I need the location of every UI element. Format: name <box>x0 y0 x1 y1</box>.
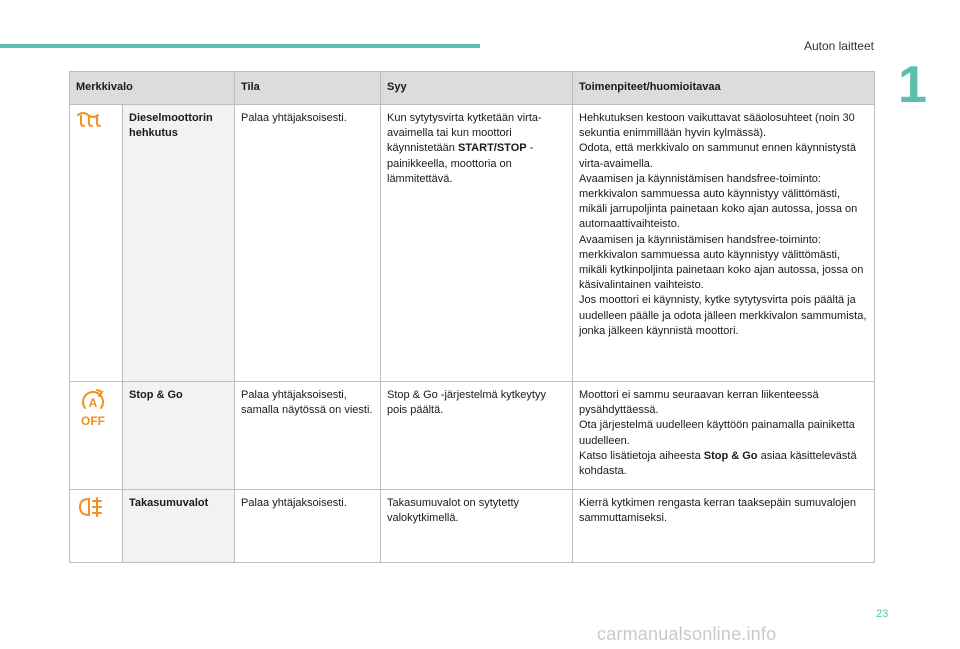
header-toimenpiteet: Toimenpiteet/huomioitavaa <box>573 72 875 105</box>
action-line: Avaamisen ja käynnistämisen handsfree-toiminto: merkkivalon sammuessa auto käynnistyy välittömästi, mikäli kytkinpoljinta painetaan koko ajan autossa, jossa on käsivalintainen vaihteisto. <box>579 233 864 292</box>
glow-plug-icon <box>76 111 102 129</box>
indicator-table <box>69 71 875 563</box>
status-cell: Palaa yhtäjaksoisesti. <box>235 105 381 382</box>
action-line: Moottori ei sammu seuraavan kerran liikenteessä pysähdyttäessä. <box>579 389 819 417</box>
watermark: carmanualsonline.info <box>597 624 777 644</box>
icon-cell <box>70 382 123 490</box>
rear-fog-light-icon <box>76 496 106 518</box>
stop-and-go-off-icon <box>76 388 110 428</box>
action-cell <box>573 382 875 490</box>
page-number: 23 <box>876 608 889 620</box>
cause-cell: Stop & Go -järjestelmä kytkeytyy pois päältä. <box>381 382 573 490</box>
action-line: Odota, että merkkivalo on sammunut ennen käynnistystä virta-avaimella. <box>579 142 856 170</box>
cause-cell: Takasumuvalot on sytytetty valokytkimellä. <box>381 490 573 563</box>
action-line: Kierrä kytkimen rengasta kerran taaksepäin sumuvalojen sammuttamiseksi. <box>579 497 856 525</box>
indicator-name: Takasumuvalot <box>123 490 235 563</box>
indicator-name: Dieselmoottorin hehkutus <box>123 105 235 382</box>
action-cell <box>573 105 875 382</box>
action-line: Hehkutuksen kestoon vaikuttavat sääolosuhteet (noin 30 sekuntia enimmillään hyvin kylmässä). <box>579 112 855 140</box>
cause-text: -painikkeella, moottoria on lämmitettävä. <box>387 142 534 185</box>
action-cell <box>573 490 875 563</box>
table-row <box>70 490 875 563</box>
action-line: Ota järjestelmä uudelleen käyttöön painamalla painiketta uudelleen. <box>579 419 855 447</box>
start-stop-label: START/STOP <box>457 142 527 155</box>
action-line: Avaamisen ja käynnistämisen handsfree-toiminto: merkkivalon sammuessa auto käynnistyy välittömästi, mikäli jarrupoljinta painetaan koko ajan autossa, jossa on automaattivaihteisto. <box>579 172 858 231</box>
stop-go-label: Stop & Go <box>703 449 758 462</box>
table-row <box>70 382 875 490</box>
indicator-name: Stop & Go <box>123 382 235 490</box>
icon-cell <box>70 490 123 563</box>
section-title: Auton laitteet <box>803 39 874 53</box>
header-tila: Tila <box>235 72 381 105</box>
icon-letter: A <box>88 396 98 410</box>
table-header-row <box>70 72 875 105</box>
header-syy: Syy <box>381 72 573 105</box>
cause-text: Kun sytytysvirta kytketään virta-avaimella tai kun moottori käynnistetään <box>387 112 542 155</box>
status-cell: Palaa yhtäjaksoisesti. <box>235 490 381 563</box>
icon-cell <box>70 105 123 382</box>
status-cell: Palaa yhtäjaksoisesti, samalla näytössä on viesti. <box>235 382 381 490</box>
table-row <box>70 105 875 382</box>
accent-bar <box>0 44 480 48</box>
chapter-number: 1 <box>898 56 927 114</box>
header-merkkivalo: Merkkivalo <box>70 72 235 105</box>
action-line: Katso lisätietoja aiheesta Stop & Go asiaa käsittelevästä kohdasta. <box>579 449 857 478</box>
cause-cell <box>381 105 573 382</box>
icon-off-text: OFF <box>81 414 105 428</box>
action-line: Jos moottori ei käynnisty, kytke sytytysvirta pois päältä ja uudelleen päälle ja odota jälleen merkkivalon sammumista, jonka jälkeen käynnistä moottori. <box>579 294 867 337</box>
